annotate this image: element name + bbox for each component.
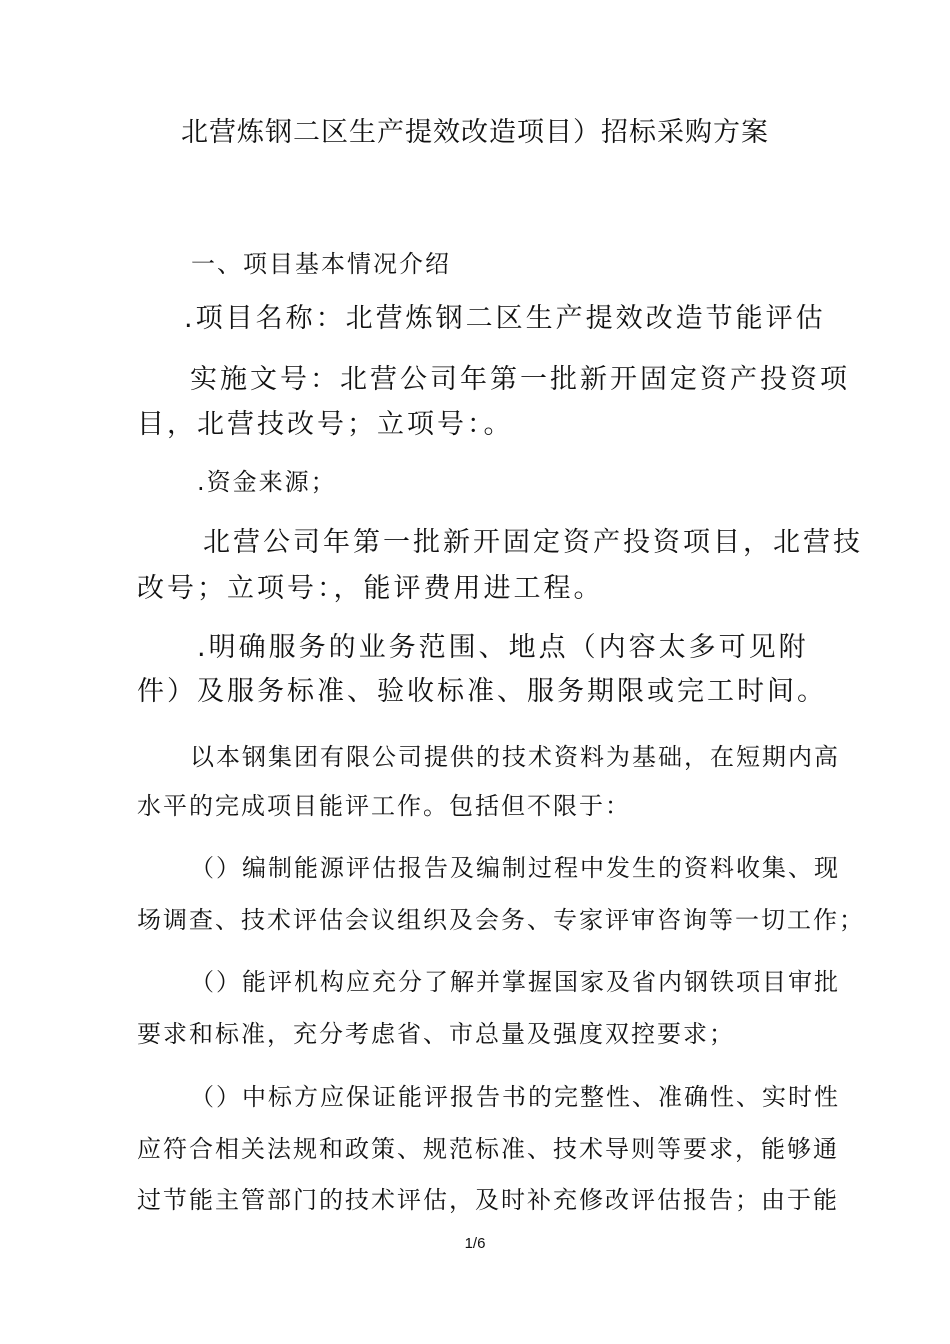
paragraph-line: 过节能主管部门的技术评估，及时补充修改评估报告；由于能 [137,1186,839,1214]
paragraph-line: 件）及服务标准、验收标准、服务期限或完工时间。 [137,676,827,707]
document-title: 北营炼钢二区生产提效改造项目）招标采购方案 [181,117,769,148]
paragraph-line: （）中标方应保证能评报告书的完整性、准确性、实时性 [190,1083,840,1111]
paragraph-line: 水平的完成项目能评工作。包括但不限于： [137,792,631,820]
paragraph-line: （）能评机构应充分了解并掌握国家及省内钢铁项目审批 [190,968,840,996]
paragraph-line: 要求和标准，充分考虑省、市总量及强度双控要求； [137,1020,735,1048]
paragraph-line: 应符合相关法规和政策、规范标准、技术导则等要求，能够通 [137,1135,839,1163]
paragraph-line: 实施文号：北营公司年第一批新开固定资产投资项 [190,364,850,395]
paragraph-line: 改号；立项号：，能评费用进工程。 [137,573,604,604]
paragraph-line: .明确服务的业务范围、地点（内容太多可见附 [197,632,809,663]
paragraph-line: 目，北营技改号；立项号：。 [137,409,514,440]
paragraph-line: .资金来源； [197,468,337,496]
paragraph-line: 场调查、技术评估会议组织及会务、专家评审咨询等一切工作； [137,906,865,934]
paragraph-line: 北营公司年第一批新开固定资产投资项目，北营技 [203,527,863,558]
paragraph-line: .项目名称：北营炼钢二区生产提效改造节能评估 [184,303,826,334]
page-number: 1/6 [464,1235,486,1252]
section-heading: 一、项目基本情况介绍 [191,250,451,278]
paragraph-line: 以本钢集团有限公司提供的技术资料为基础，在短期内高 [190,743,840,771]
paragraph-line: （）编制能源评估报告及编制过程中发生的资料收集、现 [190,854,840,882]
